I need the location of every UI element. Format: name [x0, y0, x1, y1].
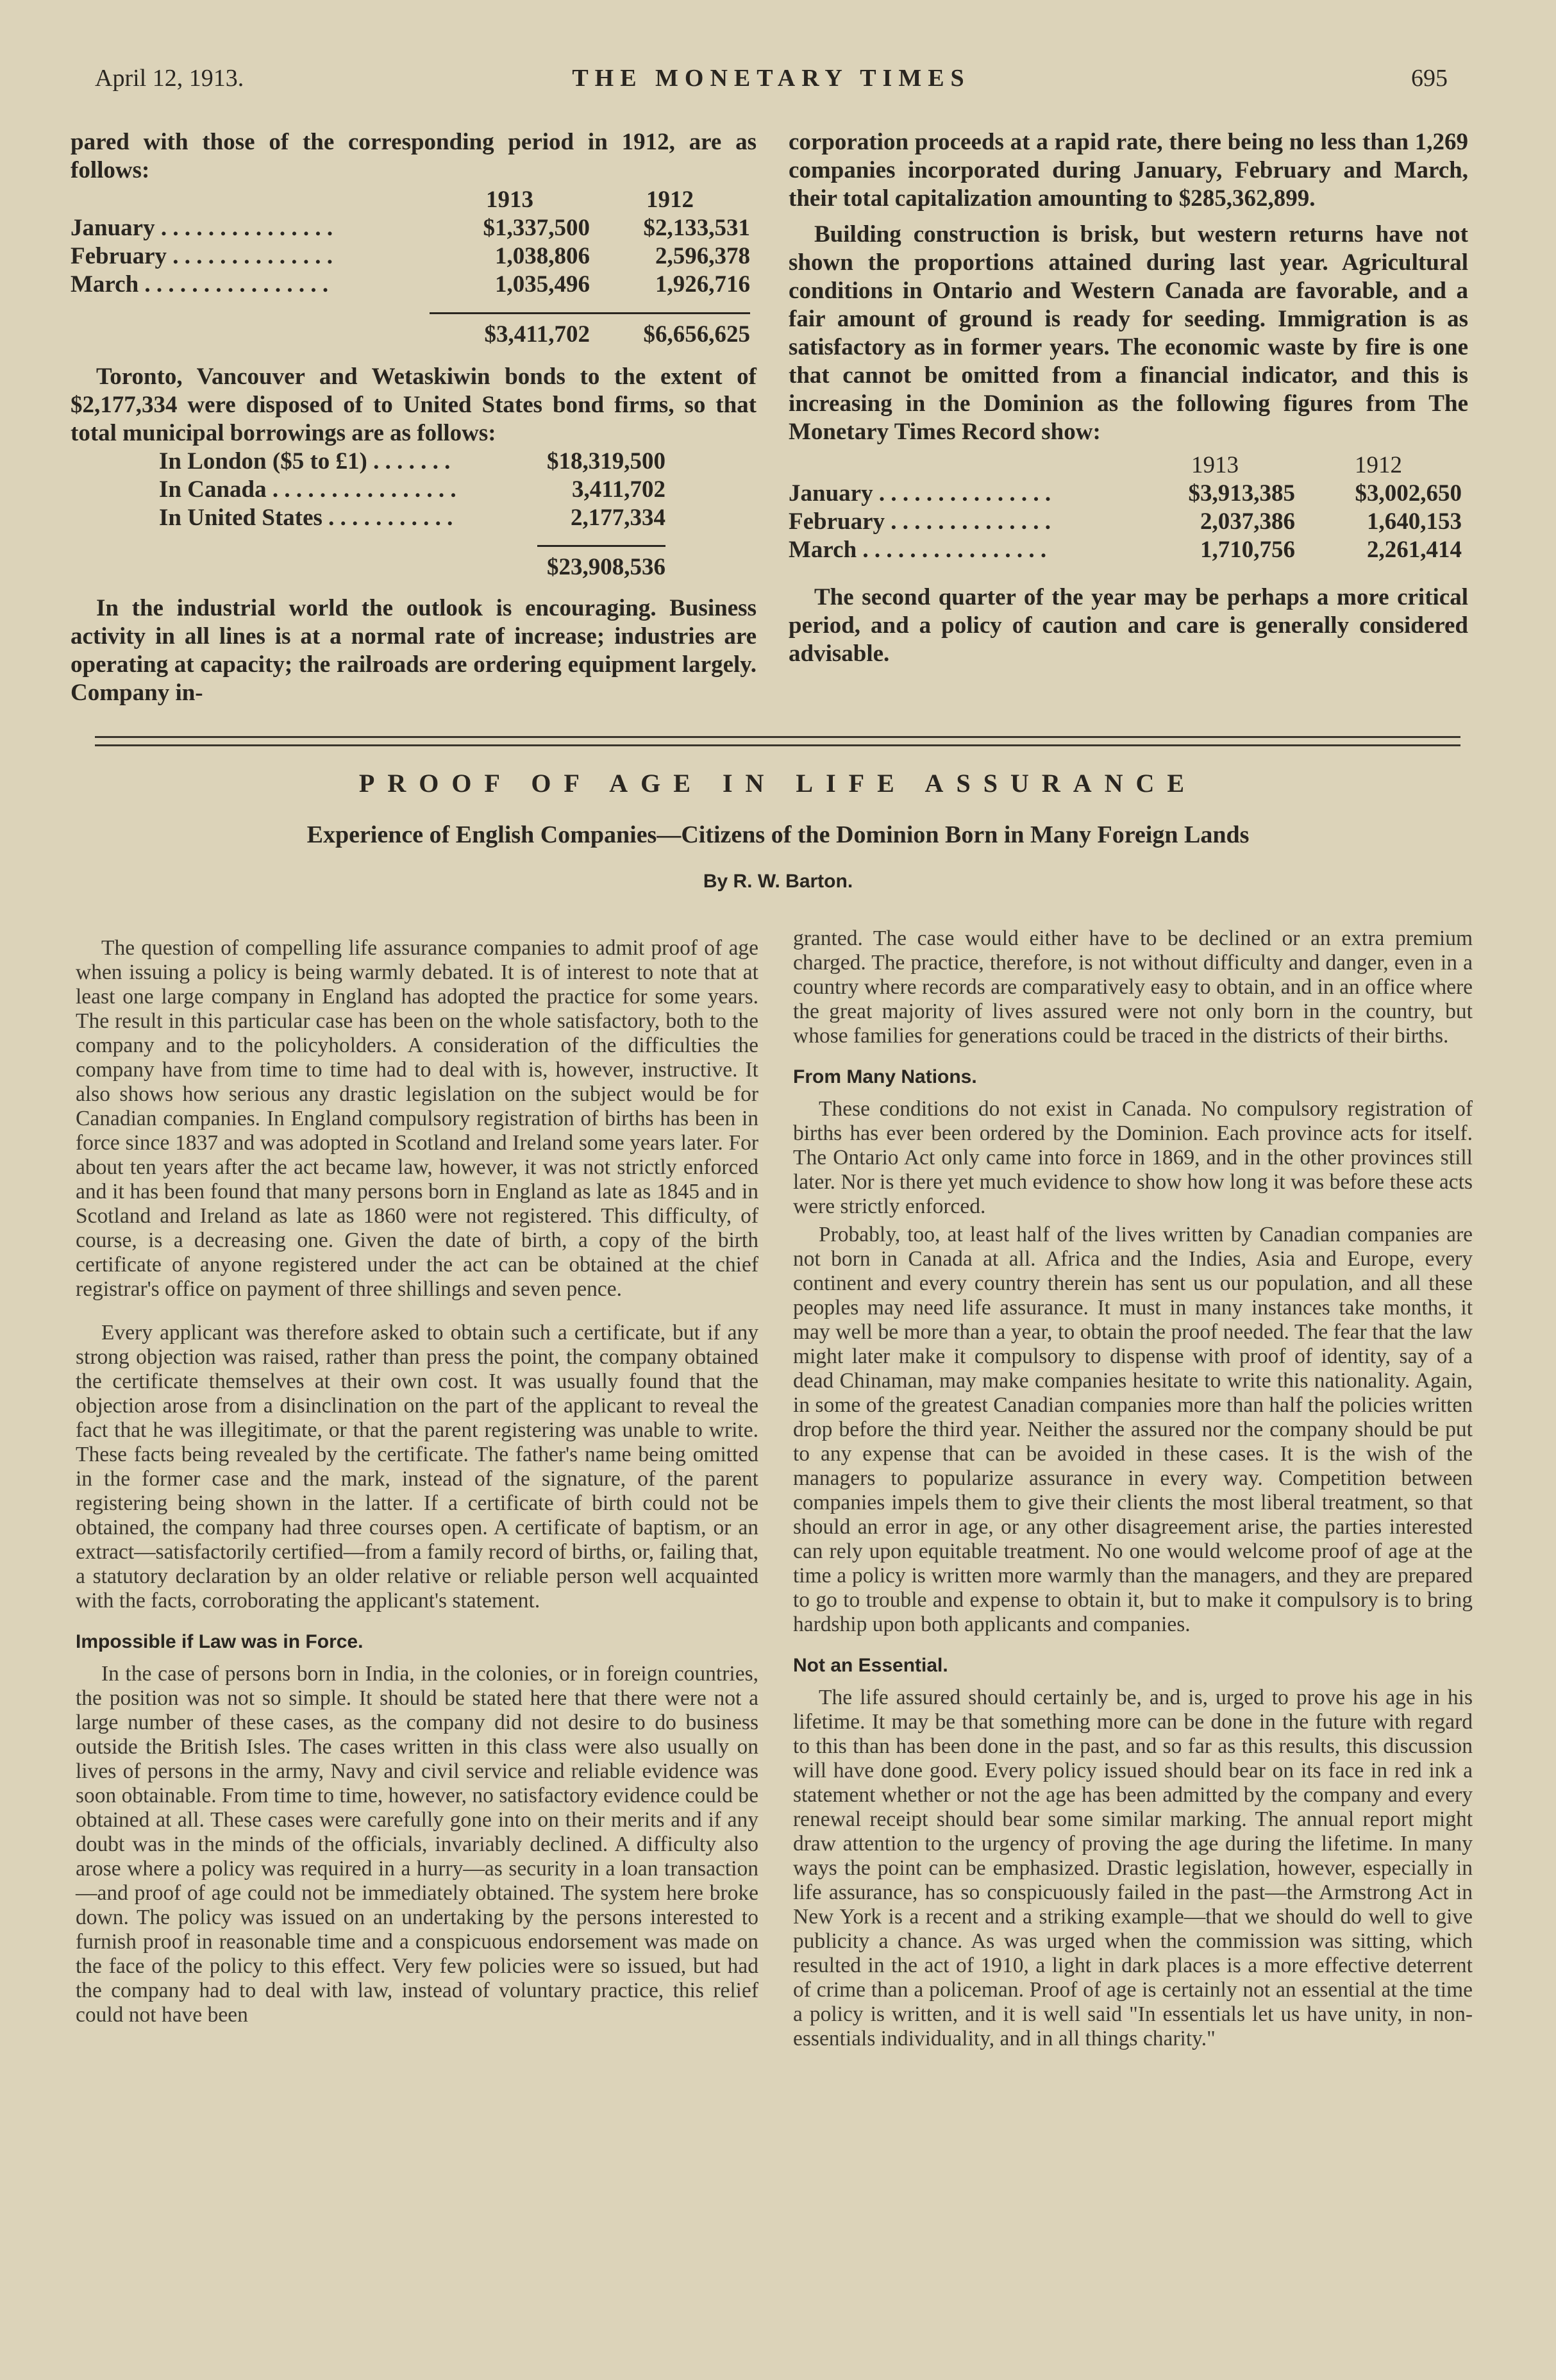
article-title: PROOF OF AGE IN LIFE ASSURANCE	[358, 769, 1198, 798]
table-row: February . . . . . . . . . . . . . . 2,037,386 1,640,153	[789, 508, 1462, 535]
section-subhead: Not an Essential.	[793, 1655, 948, 1676]
year-header: 1912	[646, 187, 694, 213]
year-header: 1913	[1191, 452, 1239, 478]
table-total-row: $3,411,702 $6,656,625	[71, 313, 750, 349]
paragraph: In the industrial world the outlook is encouraging. Business activity in all lines is at a normal rate of increase; industries are operating at capacity; the railroads are ordering equipment largely. Company in-	[71, 595, 757, 706]
page-number: 695	[1411, 65, 1448, 92]
paragraph: These conditions do not exist in Canada. No compulsory registration of births has ever been ordered by the Dominion. Each province acts for itself. The Ontario Act only came into force in 1869, and in the other provinces still later. Nor is there yet much evidence to show how long it was before these acts were strictly enforced.	[793, 1097, 1473, 1218]
paragraph: Building construction is brisk, but western returns have not shown the proportions attained during last year. Agricultural conditions in Ontario and Western Canada are favorable, and a fair amount of ground is ready for seeding. Immigration is as satisfactory as in former years. The economic waste by fire is one that cannot be omitted from a financial indicator, and this is increasing in the Dominion as the following figures from The Monetary Times Record show:	[789, 221, 1468, 445]
top-right-column	[789, 128, 1468, 668]
paragraph: The question of compelling life assurance companies to admit proof of age when issuing a policy is being warmly debated. It is of interest to note that at least one large company in England has adopted the practice for some years. The result in this particular case has been on the whole satisfactory, both to the company and to the policyholders. A consideration of the difficulties the company have from time to time had to deal with is, however, instructive. It also shows how serious any drastic legislation on the subject would be for Canadian companies. In England compulsory registration of births has been in force since 1837 and was adopted in Scotland and Ireland some years later. For about ten years after the act became law, however, it was not strictly enforced and it has been found that many persons born in England as late as 1845 and in Scotland and Ireland as late as 1860 were not registered. This difficulty, of course, is a decreasing one. Given the date of birth, a copy of the birth certificate of anyone registered under the act can be obtained at the chief registrar's office on payment of three shillings and seven pence.	[76, 936, 758, 1301]
paragraph: The second quarter of the year may be perhaps a more critical period, and a policy of caution and care is generally considered advisable.	[789, 584, 1468, 667]
paragraph: Every applicant was therefore asked to obtain such a certificate, but if any strong objection was raised, rather than press the point, the company obtained the certificate themselves at their own cost. It was usually found that the objection arose from a disinclination on the part of the applicant to reveal the fact that he was illegitimate, or that the parent registering was unable to write. These facts being revealed by the certificate. The father's name being omitted in the former case and the mark, instead of the signature, of the parent registering being shown in the latter. If a certificate of birth could not be obtained, the company had three courses open. A certificate of baptism, or an extract—satisfactorily certified—from a family record of births, or, failing that, a statutory declaration by an older relative or reliable person well acquainted with the facts, corroborating the applicant's statement.	[76, 1321, 758, 1613]
year-header: 1913	[486, 187, 533, 213]
section-subhead: From Many Nations.	[793, 1066, 977, 1087]
section-subhead: Impossible if Law was in Force.	[76, 1631, 364, 1652]
paragraph: In the case of persons born in India, in the colonies, or in foreign countries, the position was not so simple. It should be stated here that there were not a large number of these cases, as the company did not desire to do business outside the British Isles. The cases written in this class were also usually on lives of persons in the army, Navy and civil service and reliable evidence was soon obtainable. From time to time, however, no satisfactory evidence could be obtained at all. These cases were carefully gone into on their merits and if any doubt was in the minds of the officials, invariably declined. A difficulty also arose where a policy was required in a hurry—as security in a loan transaction—and proof of age could not be immediately obtained. The system here broke down. The policy was issued on an undertaking by the persons interested to furnish proof in reasonable time and a conspicuous endorsement was made on the face of the policy to this effect. Very few policies were so issued, but had the company had to deal with law, instead of voluntary practice, this relief could not have been	[76, 1662, 758, 2027]
paragraph: The life assured should certainly be, and is, urged to prove his age in his lifetime. It may be that something more can be done in the future with regard to this than has been done in the past, and so far as this results, this discussion will have done good. Every policy issued should bear on its face in red ink a statement whether or not the age has been admitted by the company and every renewal receipt should bear some similar marking. The annual report might draw attention to the urgency of proving the age during the lifetime. In many ways the point can be emphasized. Drastic legislation, however, especially in life assurance, has so conspicuously failed in the past—the Armstrong Act in New York is a recent and a striking example—that we should do well to give publicity a chance. As was urged when the commission was sitting, which resulted in the act of 1910, a light in dark places is a more effective deterrent of crime than a policeman. Proof of age is certainly not an essential at the time a policy is written, and it is well said "In essentials let us have unity, in non-essentials individuality, and in all things charity."	[793, 1686, 1473, 2050]
article-left-column	[76, 936, 758, 2031]
table-row: January . . . . . . . . . . . . . . . $3,913,385 $3,002,650	[789, 480, 1462, 507]
article-right-column	[793, 926, 1473, 2055]
article-subtitle: Experience of English Companies—Citizens of the Dominion Born in Many Foreign Lands	[306, 821, 1250, 848]
table-row: In Canada . . . . . . . . . . . . . . . . 3,411,702	[159, 476, 665, 503]
table-total-row: $23,908,536	[159, 546, 665, 582]
table-row: January . . . . . . . . . . . . . . . $1,337,500 $2,133,531	[71, 215, 750, 241]
article-byline: By R. W. Barton.	[703, 871, 853, 892]
page-header	[95, 64, 1448, 103]
table-row: March . . . . . . . . . . . . . . . . 1,035,496 1,926,716	[71, 271, 750, 298]
table-row: In London ($5 to £1) . . . . . . . $18,319,500	[159, 448, 665, 474]
table-row: February . . . . . . . . . . . . . . 1,038,806 2,596,378	[71, 243, 750, 269]
paragraph: pared with those of the corresponding period in 1912, are as follows:	[71, 129, 757, 183]
paragraph: granted. The case would either have to be declined or an extra premium charged. The practice, therefore, is not without difficulty and danger, even in a country where records are comparatively easy to obtain, and in an office where the great majority of lives assured were not only born in the country, but whose families for generations could be traced in the districts of their births.	[793, 926, 1473, 1048]
issue-date: April 12, 1913.	[95, 65, 244, 92]
municipal-borrowings-table	[159, 448, 665, 582]
masthead: THE MONETARY TIMES	[572, 65, 971, 92]
paragraph: Probably, too, at least half of the lives written by Canadian companies are not born in Canada at all. Africa and the Indies, Asia and Europe, every continent and every country therein has sent us our population, and all these peoples may need life assurance. It must in many instances take months, it may well be more than a year, to obtain the proof needed. The fear that the law might later make it compulsory to dispense with proof of identity, say of a dead Chinaman, may make companies hesitate to write this nationality. Again, in some of the greatest Canadian companies more than half the policies written drop before the third year. Neither the assured nor the company should be put to any expense that can be avoided in these cases. It is the wish of the managers to popularize assurance in every way. Competition between companies impels them to give their clients the most liberal treatment, so that should an error in age, or any other disagreement arise, the parties interested can rely upon equitable treatment. No one would welcome proof of age at the time a policy is written more warmly than the managers, and they are prepared to go to trouble and expense to obtain it, but to make it compulsory is to bring hardship upon both applicants and companies.	[793, 1223, 1473, 1636]
top-left-column	[71, 128, 757, 707]
borrowings-table	[71, 186, 750, 349]
year-header: 1912	[1355, 452, 1402, 478]
paragraph: Toronto, Vancouver and Wetaskiwin bonds to the extent of $2,177,334 were disposed of to United States bond firms, so that total municipal borrowings are as follows:	[71, 363, 757, 446]
table-row: In United States . . . . . . . . . . . 2,177,334	[159, 504, 665, 531]
fire-losses-table	[789, 451, 1462, 564]
paragraph: corporation proceeds at a rapid rate, there being no less than 1,269 companies incorporated during January, February and March, their total capitalization amounting to $285,362,899.	[789, 129, 1468, 212]
section-divider	[95, 736, 1460, 746]
table-row: March . . . . . . . . . . . . . . . . 1,710,756 2,261,414	[789, 537, 1462, 563]
